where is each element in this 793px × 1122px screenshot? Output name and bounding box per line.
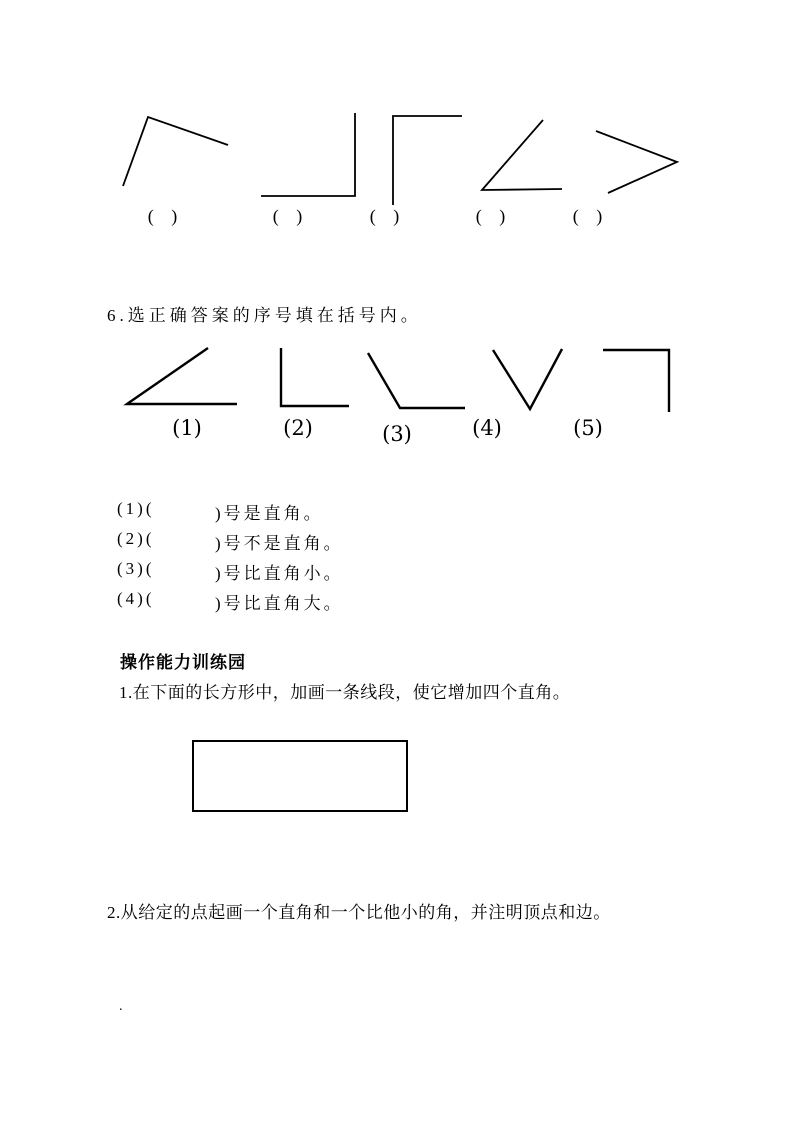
answer-line-4 bbox=[117, 589, 344, 613]
angle-figure-top-5 bbox=[590, 125, 684, 199]
angle-figure-top-4 bbox=[476, 114, 568, 196]
angle-rays bbox=[603, 350, 669, 412]
angle-figure-2 bbox=[275, 342, 355, 412]
answer-line-prefix: (1)( bbox=[117, 499, 155, 518]
answer-slot-5: ( ) bbox=[572, 206, 604, 226]
figure-label-5: (5) bbox=[573, 416, 603, 440]
answer-slot-1: ( ) bbox=[147, 206, 179, 226]
answer-line-prefix: (2)( bbox=[117, 529, 155, 548]
answer-line-prefix: (4)( bbox=[117, 589, 155, 608]
angle-figure-top-2 bbox=[256, 108, 360, 200]
angle-figure-top-3 bbox=[388, 108, 468, 209]
answer-line-suffix: )号比直角大。 bbox=[215, 594, 344, 613]
angle-rays bbox=[596, 131, 677, 193]
drawing-rectangle bbox=[192, 740, 408, 812]
angle-rays bbox=[368, 353, 465, 408]
figure-label-3: (3) bbox=[382, 422, 412, 446]
practice-task1-text: 1.在下面的长方形中，加画一条线段，使它增加四个直角。 bbox=[119, 683, 571, 702]
angle-figure-1 bbox=[121, 342, 243, 410]
angle-rays bbox=[482, 120, 562, 190]
stray-period-dot: . bbox=[119, 999, 123, 1014]
angle-figure-top-1 bbox=[115, 108, 235, 194]
angle-figure-3 bbox=[362, 347, 471, 414]
answer-slot-2: ( ) bbox=[272, 206, 304, 226]
answer-line-suffix: )号比直角小。 bbox=[215, 564, 344, 583]
question6-prompt: 6.选正确答案的序号填在括号内。 bbox=[107, 306, 422, 325]
figure-label-2: (2) bbox=[283, 416, 313, 440]
answer-line-prefix: (3)( bbox=[117, 559, 155, 578]
practice-task2-text: 2.从给定的点起画一个直角和一个比他小的角，并注明顶点和边。 bbox=[107, 903, 611, 922]
angle-rays bbox=[261, 113, 355, 196]
answer-line-suffix: )号不是直角。 bbox=[215, 534, 344, 553]
answer-line-suffix: )号是直角。 bbox=[215, 504, 324, 523]
angle-rays bbox=[393, 116, 462, 205]
answer-line-3 bbox=[117, 559, 344, 583]
angle-figure-5 bbox=[597, 344, 675, 418]
angle-rays bbox=[493, 349, 562, 409]
answer-line-1 bbox=[117, 499, 324, 523]
practice-section-heading: 操作能力训练园 bbox=[120, 653, 246, 672]
figure-label-4: (4) bbox=[472, 416, 502, 440]
answer-slot-4: ( ) bbox=[475, 206, 507, 226]
angle-rays bbox=[127, 348, 237, 404]
angle-rays bbox=[281, 348, 349, 406]
answer-line-2 bbox=[117, 529, 344, 553]
angle-figure-4 bbox=[487, 343, 568, 415]
answer-slot-3: ( ) bbox=[369, 206, 401, 226]
angle-rays bbox=[123, 117, 228, 186]
figure-label-1: (1) bbox=[172, 416, 202, 440]
